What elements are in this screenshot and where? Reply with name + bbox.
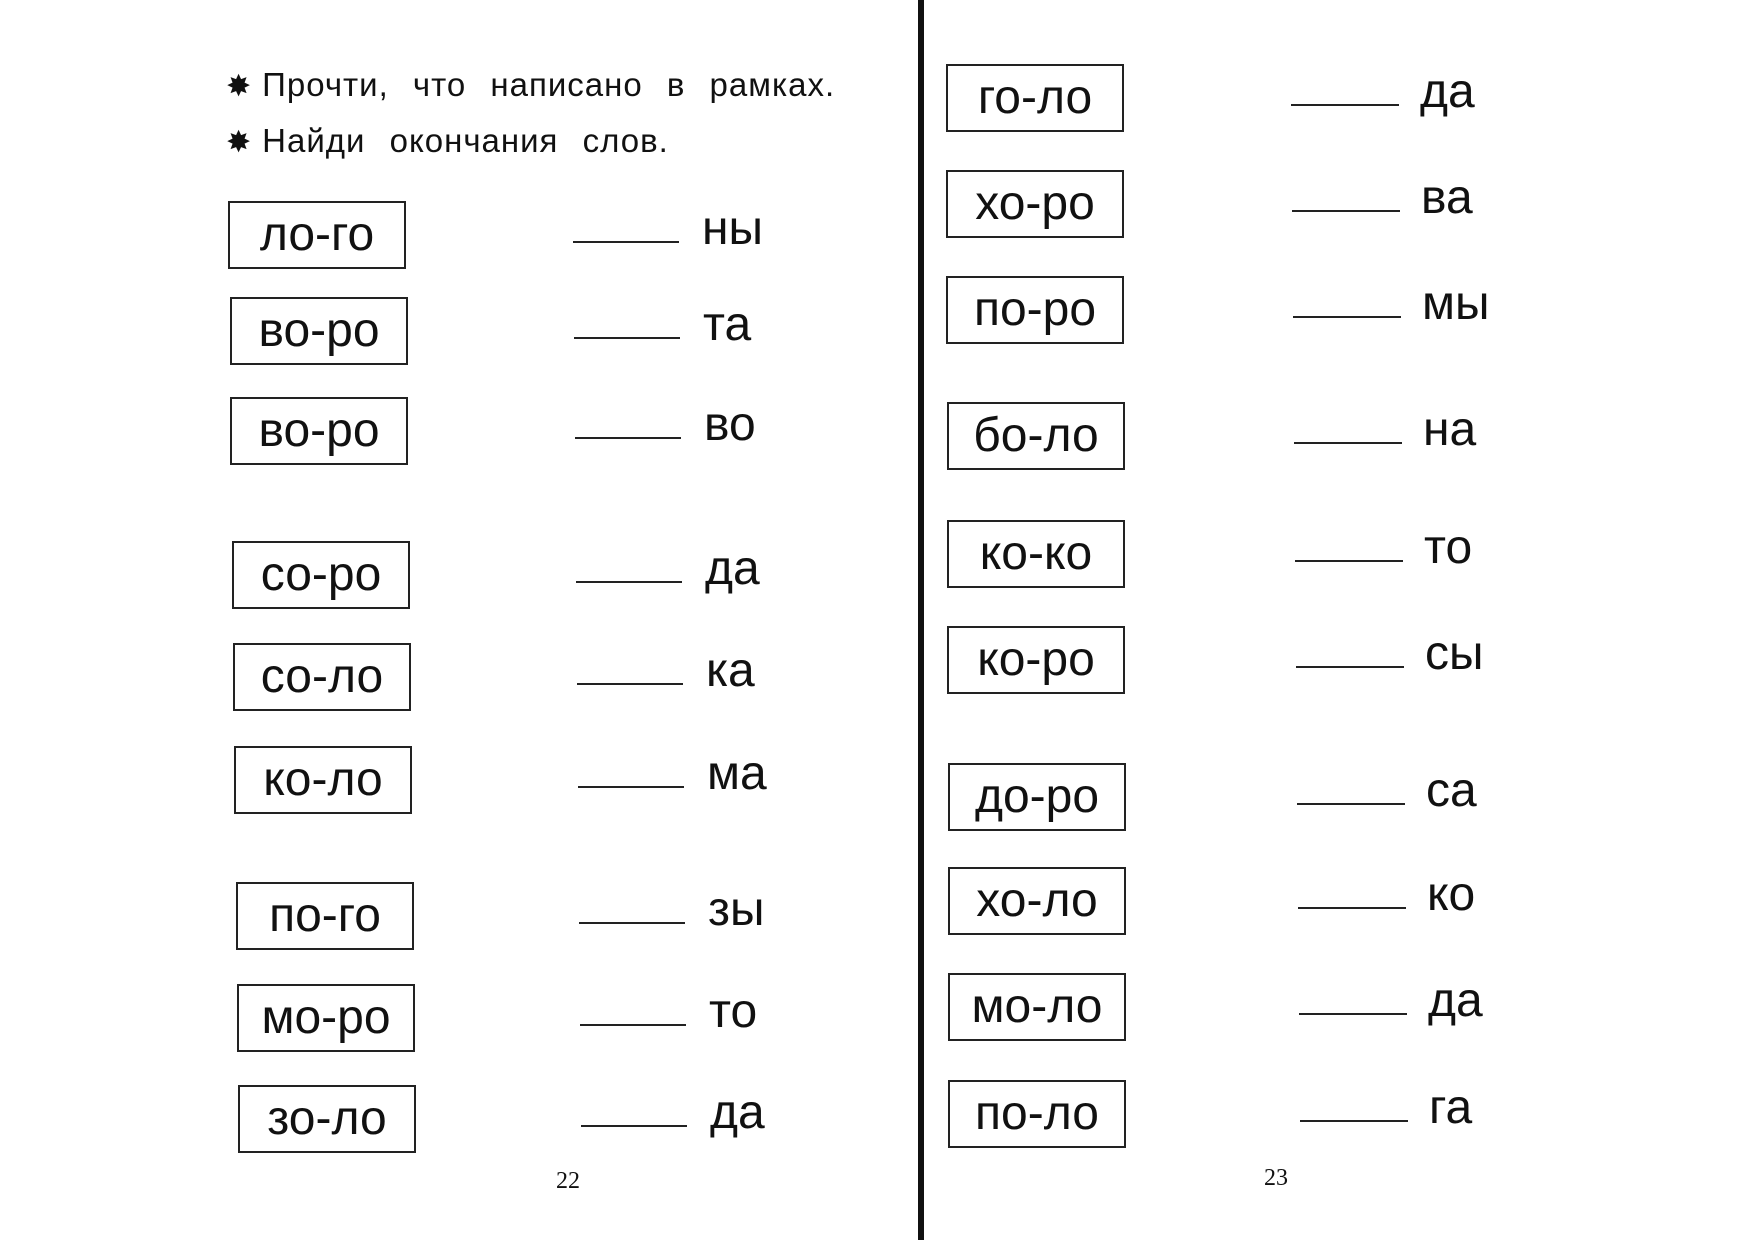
ending-syllable: то bbox=[709, 985, 758, 1038]
answer-blank[interactable] bbox=[578, 786, 684, 788]
star-bullet-icon: ✸ bbox=[226, 70, 253, 103]
ending-syllable: на bbox=[1423, 403, 1477, 456]
answer-blank[interactable] bbox=[575, 437, 681, 439]
ending-syllable: зы bbox=[708, 883, 765, 936]
answer-blank[interactable] bbox=[1299, 1013, 1407, 1015]
answer-blank[interactable] bbox=[1298, 907, 1406, 909]
instruction-text: Найди окончания слов. bbox=[262, 122, 669, 159]
ending-syllable: ва bbox=[1421, 171, 1473, 224]
word-box: со-ло bbox=[233, 643, 411, 711]
ending-syllable: ко bbox=[1427, 868, 1476, 921]
answer-blank[interactable] bbox=[1295, 560, 1403, 562]
word-box: бо-ло bbox=[947, 402, 1125, 470]
word-box: мо-ло bbox=[948, 973, 1126, 1041]
ending-syllable: ны bbox=[702, 202, 764, 255]
word-box: во-ро bbox=[230, 297, 408, 365]
word-box: по-ло bbox=[948, 1080, 1126, 1148]
page-number-left: 22 bbox=[556, 1168, 580, 1194]
answer-blank[interactable] bbox=[574, 337, 680, 339]
instruction-text: Прочти, что написано в рамках. bbox=[262, 66, 836, 103]
answer-blank[interactable] bbox=[581, 1125, 687, 1127]
word-box: ло-го bbox=[228, 201, 406, 269]
answer-blank[interactable] bbox=[576, 581, 682, 583]
star-bullet-icon: ✸ bbox=[226, 126, 253, 159]
word-box: ко-ло bbox=[234, 746, 412, 814]
word-box: ко-ко bbox=[947, 520, 1125, 588]
word-box: мо-ро bbox=[237, 984, 415, 1052]
ending-syllable: сы bbox=[1425, 627, 1484, 680]
ending-syllable: да bbox=[1428, 974, 1483, 1027]
answer-blank[interactable] bbox=[579, 922, 685, 924]
instruction-2 bbox=[226, 122, 669, 160]
ending-syllable: то bbox=[1424, 521, 1473, 574]
page-divider bbox=[918, 0, 924, 1240]
word-box: до-ро bbox=[948, 763, 1126, 831]
word-box: зо-ло bbox=[238, 1085, 416, 1153]
ending-syllable: га bbox=[1429, 1081, 1473, 1134]
answer-blank[interactable] bbox=[1296, 666, 1404, 668]
word-box: во-ро bbox=[230, 397, 408, 465]
ending-syllable: да bbox=[1420, 65, 1475, 118]
ending-syllable: са bbox=[1426, 764, 1477, 817]
word-box: по-го bbox=[236, 882, 414, 950]
ending-syllable: во bbox=[704, 398, 756, 451]
word-box: по-ро bbox=[946, 276, 1124, 344]
answer-blank[interactable] bbox=[580, 1024, 686, 1026]
answer-blank[interactable] bbox=[1300, 1120, 1408, 1122]
word-box: го-ло bbox=[946, 64, 1124, 132]
page-number-right: 23 bbox=[1264, 1165, 1288, 1191]
word-box: хо-ро bbox=[946, 170, 1124, 238]
ending-syllable: да bbox=[705, 542, 760, 595]
ending-syllable: та bbox=[703, 298, 752, 351]
answer-blank[interactable] bbox=[1293, 316, 1401, 318]
answer-blank[interactable] bbox=[577, 683, 683, 685]
ending-syllable: ка bbox=[706, 644, 755, 697]
ending-syllable: ма bbox=[707, 747, 767, 800]
answer-blank[interactable] bbox=[1292, 210, 1400, 212]
instruction-1 bbox=[226, 66, 835, 104]
answer-blank[interactable] bbox=[1294, 442, 1402, 444]
answer-blank[interactable] bbox=[1297, 803, 1405, 805]
word-box: со-ро bbox=[232, 541, 410, 609]
ending-syllable: да bbox=[710, 1086, 765, 1139]
answer-blank[interactable] bbox=[1291, 104, 1399, 106]
answer-blank[interactable] bbox=[573, 241, 679, 243]
word-box: ко-ро bbox=[947, 626, 1125, 694]
word-box: хо-ло bbox=[948, 867, 1126, 935]
ending-syllable: мы bbox=[1422, 277, 1490, 330]
